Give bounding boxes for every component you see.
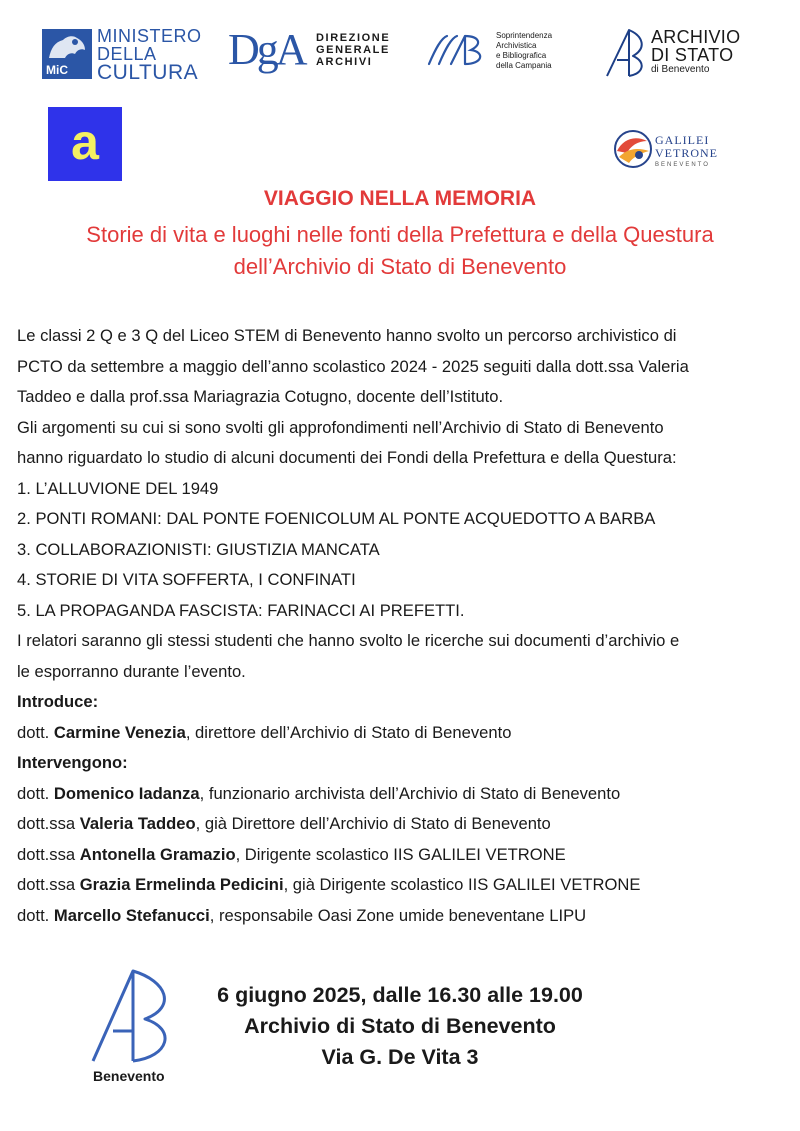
intro-line: Taddeo e dalla prof.ssa Mariagrazia Cotugno, docente dell’Istituto. xyxy=(17,387,504,406)
galilei-vetrone-logo xyxy=(613,126,728,172)
person-name: Domenico Iadanza xyxy=(53,783,200,803)
person-title: dott.ssa xyxy=(17,814,76,833)
speaker-line xyxy=(17,901,787,932)
person-name: Marcello Stefanucci xyxy=(53,905,210,925)
topic-item: 1. L’ALLUVIONE DEL 1949 xyxy=(17,478,219,498)
event-info xyxy=(170,980,630,1073)
intervengono-heading: Intervengono: xyxy=(17,753,128,772)
intro-line: Le classi 2 Q e 3 Q del Liceo STEM di Benevento hanno svolto un percorso archivistico di xyxy=(17,326,677,345)
introducer-line xyxy=(17,718,787,749)
introduce-heading: Introduce: xyxy=(17,692,99,711)
a-logo: a xyxy=(48,107,122,181)
gv-line2: VETRONE xyxy=(655,146,718,160)
dga-line2: GENERALE xyxy=(316,44,390,56)
asb-line1: ARCHIVIO xyxy=(651,27,741,47)
person-role: , funzionario archivista dell’Archivio di Stato di Benevento xyxy=(199,783,621,803)
page-subtitle xyxy=(0,219,800,283)
gv-line1: GALILEI xyxy=(655,133,710,147)
sab-line4: della Campania xyxy=(496,61,552,70)
person-name: Grazia Ermelinda Pedicini xyxy=(79,875,284,894)
event-venue: Archivio di Stato di Benevento xyxy=(244,1014,556,1038)
dga-mark: DgA xyxy=(228,25,305,74)
person-name: Carmine Venezia xyxy=(53,722,186,742)
subtitle-line1: Storie di vita e luoghi nelle fonti della Prefettura e della Questura xyxy=(86,222,714,247)
sab-line3: e Bibliografica xyxy=(496,51,547,60)
speaker-line xyxy=(17,870,787,901)
gv-line3: BENEVENTO xyxy=(655,162,710,168)
mic-badge-text: MiC xyxy=(46,63,68,77)
mic-line2: DELLA xyxy=(97,44,157,64)
mic-line3: CULTURA xyxy=(97,61,199,84)
person-title: dott. xyxy=(17,722,50,742)
topic-item: 5. LA PROPAGANDA FASCISTA: FARINACCI AI PREFETTI. xyxy=(17,600,465,620)
sab-line1: Soprintendenza xyxy=(496,31,553,40)
dga-line3: ARCHIVI xyxy=(316,56,373,68)
mic-badge xyxy=(42,29,92,79)
asb-line3: di Benevento xyxy=(651,64,710,75)
topic-item: 2. PONTI ROMANI: DAL PONTE FOENICOLUM AL PONTE ACQUEDOTTO A BARBA xyxy=(17,509,656,528)
speakers-note-line: le esporranno durante l’evento. xyxy=(17,661,246,681)
person-role: , già Dirigente scolastico IIS GALILEI VETRONE xyxy=(283,875,641,894)
speaker-line xyxy=(17,809,787,840)
person-title: dott.ssa xyxy=(17,844,76,864)
person-role: , responsabile Oasi Zone umide beneventane LIPU xyxy=(209,905,587,925)
intro-line: hanno riguardato lo studio di alcuni documenti dei Fondi della Prefettura e della Questura: xyxy=(17,448,677,467)
speaker-line xyxy=(17,840,787,871)
sab-line2: Archivistica xyxy=(496,41,537,50)
archivio-stato-logo xyxy=(603,26,763,81)
galilei-vetrone-emblem-icon xyxy=(613,129,653,169)
person-name: Antonella Gramazio xyxy=(79,844,236,864)
page-title: VIAGGIO NELLA MEMORIA xyxy=(263,187,537,210)
event-date: 6 giugno 2025, dalle 16.30 alle 19.00 xyxy=(217,983,583,1007)
topic-item: 3. COLLABORAZIONISTI: GIUSTIZIA MANCATA xyxy=(17,539,380,559)
person-role: , già Direttore dell’Archivio di Stato di Benevento xyxy=(195,814,551,833)
archivio-mark-icon xyxy=(603,26,651,80)
asb-line2: DI STATO xyxy=(651,45,734,65)
speaker-line xyxy=(17,779,787,810)
dga-logo xyxy=(228,27,398,77)
event-address: Via G. De Vita 3 xyxy=(321,1045,479,1069)
body-text xyxy=(17,321,787,931)
subtitle-line2: dell’Archivio di Stato di Benevento xyxy=(233,254,567,279)
mic-logo xyxy=(42,27,207,83)
topic-item: 4. STORIE DI VITA SOFFERTA, I CONFINATI xyxy=(17,570,356,589)
person-title: dott.ssa xyxy=(17,875,76,894)
person-title: dott. xyxy=(17,905,50,925)
dga-line1: DIREZIONE xyxy=(316,32,391,44)
sab-logo xyxy=(425,30,575,74)
person-name: Valeria Taddeo xyxy=(79,814,196,833)
person-title: dott. xyxy=(17,783,50,803)
speakers-note-line: I relatori saranno gli stessi studenti che hanno svolto le ricerche sui documenti d’archivio e xyxy=(17,631,680,650)
footer-logo-city: Benevento xyxy=(93,1068,165,1084)
person-role: , direttore dell’Archivio di Stato di Benevento xyxy=(185,722,512,742)
mic-line1: MINISTERO xyxy=(97,26,202,46)
statue-icon xyxy=(45,32,89,62)
person-role: , Dirigente scolastico IIS GALILEI VETRONE xyxy=(235,844,566,864)
sab-mark-icon xyxy=(425,30,493,72)
intro-line: PCTO da settembre a maggio dell’anno scolastico 2024 - 2025 seguiti dalla dott.ssa Valeria xyxy=(17,356,689,376)
intro-line: Gli argomenti su cui si sono svolti gli approfondimenti nell’Archivio di Stato di Benevento xyxy=(17,417,664,437)
